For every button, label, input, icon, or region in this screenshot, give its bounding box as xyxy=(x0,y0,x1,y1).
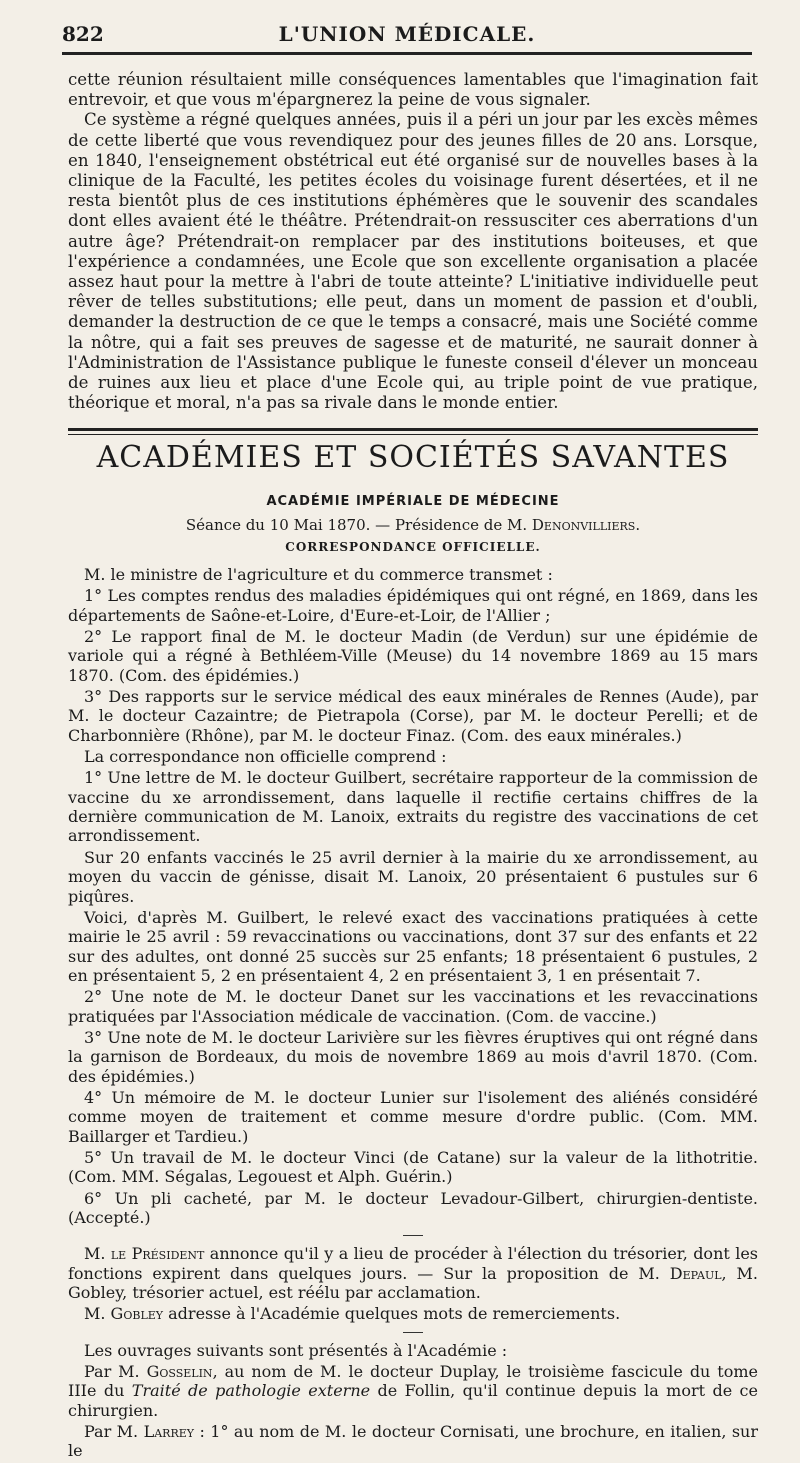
section-rule xyxy=(68,428,758,431)
official-paragraph: Voici, d'après M. Guilbert, le relevé exact des vaccinations pratiquées à cette mairie le 25 avril : 59 revaccinations ou vaccinations, dont 37 sur des enfants et 22 sur des adultes, ont donné 25 succès sur 25 enfants; 18 présentaient 6 pustules, 2 en présentaient 5, 2 en présentaient 4, 2 en présentaient 3, 1 en présentait 7. xyxy=(68,907,758,985)
session-text xyxy=(68,565,758,1463)
separator xyxy=(68,1326,758,1338)
president-label: M. le Président xyxy=(84,1244,205,1264)
official-paragraph: 1° Une lettre de M. le docteur Guilbert, secrétaire rapporteur de la commission de vaccine du xe arrondissement, dans laquelle il rectifie certains chiffres de la dernière communication de M. Lanoix, extraits du registre des vaccinations de cet arrondissement. xyxy=(68,768,758,846)
president-text-2: , M. Gobley, trésorier actuel, est réélu par acclamation. xyxy=(68,1263,759,1303)
official-paragraph: 4° Un mémoire de M. le docteur Lunier sur l'isolement des aliénés considéré comme moyen de traitement et comme mesure d'ordre public. (Com. MM. Baillarger et Tardieu.) xyxy=(68,1087,758,1146)
seance-date: Séance du 10 Mai 1870. — Présidence de M. xyxy=(185,516,532,534)
official-paragraph: 1° Les comptes rendus des maladies épidémiques qui ont régné, en 1869, dans les départements de Saône-et-Loire, d'Eure-et-Loir, de l'Allier ; xyxy=(68,586,758,625)
academy-title: ACADÉMIE IMPÉRIALE DE MÉDECINE xyxy=(266,494,560,509)
ouvrages-text: de Follin, qu'il continue depuis la mort de ce chirurgien. xyxy=(68,1381,758,1420)
ouvrages-intro: Les ouvrages suivants sont présentés à l'Académie : xyxy=(84,1340,508,1360)
official-paragraph: 2° Une note de M. le docteur Danet sur les vaccinations et les revaccinations pratiquées par l'Association médicale de vaccination. (Com. de vaccine.) xyxy=(68,987,758,1026)
section-title: ACADÉMIES ET SOCIÉTÉS SAVANTES xyxy=(96,440,730,475)
official-paragraph: 5° Un travail de M. le docteur Vinci (de Catane) sur la valeur de la lithotritie. (Com. MM. Ségalas, Legouest et Alph. Guérin.) xyxy=(68,1147,758,1187)
header-rule xyxy=(62,52,752,55)
page-header xyxy=(62,18,752,50)
running-head: L'UNION MÉDICALE. xyxy=(278,22,536,46)
gobley-text: adresse à l'Académie quelques mots de remerciements. xyxy=(163,1304,621,1324)
seance-line xyxy=(68,516,758,534)
official-paragraph: Sur 20 enfants vaccinés le 25 avril dernier à la mairie du xe arrondissement, au moyen du vaccin de génisse, disait M. Lanoix, 20 présentaient 6 pustules sur 6 piqûres. xyxy=(68,847,758,906)
larrey-name: Larrey xyxy=(143,1422,195,1442)
official-paragraph: M. le ministre de l'agriculture et du commerce transmet : xyxy=(84,565,553,584)
official-paragraph: 3° Une note de M. le docteur Larivière sur les fièvres éruptives qui ont régné dans la garnison de Bordeaux, du mois de novembre 1869 au mois d'avril 1870. (Com. des épidémies.) xyxy=(68,1027,758,1086)
intro-text xyxy=(68,70,758,413)
president-paragraph xyxy=(68,1244,758,1302)
intro-paragraph: Ce système a régné quelques années, puis il a péri un jour par les excès mêmes de cette liberté que vous revendiquez pour des jeunes filles de 20 ans. Lorsque, en 1840, l'enseignement obstétrical eut été organisé sur de nouvelles bases à la clinique de la Faculté, les petites écoles du voisinage furent désertées, et il ne resta bientôt plus de ces institutions éphémères que le souvenir des scandales dont elles avaient été le théâtre. Prétendrait-on ressusciter ces aberrations d'un autre âge? Prétendrait-on remplacer par des institutions boiteuses, et que l'expérience a condamnées, une Ecole que son excellente organisation a placée assez haut pour la mettre à l'abri de toute atteinte? L'initiative individuelle peut rêver de telles substitutions; elle peut, dans un moment de passion et d'oubli, demander la destruction de ce que le temps a consacré, mais une Société comme la nôtre, qui a fait ses preuves de sagesse et de maturité, ne saurait donner à l'Administration de l'Assistance publique le funeste conseil d'élever un monceau de ruines aux lieu et place d'une Ecole qui, au triple point de vue pratique, théorique et moral, n'a pas sa rivale dans le monde entier. xyxy=(68,110,758,413)
book-title: Traité de pathologie externe xyxy=(131,1381,371,1401)
ouvrages-paragraph xyxy=(68,1362,758,1420)
separator xyxy=(68,1229,758,1241)
seance-president: Denonvilliers. xyxy=(531,516,641,534)
ouvrages-paragraph xyxy=(68,1422,758,1461)
page-number: 822 xyxy=(62,22,104,46)
ouvrages-text: , au nom de M. le docteur Duplay, le troisième fascicule du tome IIIe du xyxy=(68,1362,758,1401)
correspondance-title: CORRESPONDANCE OFFICIELLE. xyxy=(285,540,541,554)
president-text: annonce qu'il y a lieu de procéder à l'élection du trésorier, dont les fonctions expirent dans quelques jours. — Sur la proposition de M. xyxy=(68,1244,758,1283)
official-paragraph: 6° Un pli cacheté, par M. le docteur Levadour-Gilbert, chirurgien-dentiste. (Accepté.) xyxy=(68,1188,758,1227)
ouvrages-text: Par M. xyxy=(84,1362,147,1382)
ouvrages-text: : 1° au nom de M. le docteur Cornisati, une brochure, en italien, sur le xyxy=(68,1422,759,1461)
ouvrages-text: Par M. xyxy=(84,1422,144,1442)
gobley-name: M. Gobley xyxy=(84,1304,164,1324)
official-paragraph: La correspondance non officielle comprend : xyxy=(84,747,447,767)
gobley-paragraph xyxy=(68,1304,758,1323)
gosselin-name: Gosselin xyxy=(146,1362,213,1382)
intro-paragraph: cette réunion résultaient mille conséquences lamentables que l'imagination fait entrevoir, et que vous m'épargnerez la peine de vous signaler. xyxy=(68,70,758,110)
official-paragraph: 2° Le rapport final de M. le docteur Madin (de Verdun) sur une épidémie de variole qui a régné à Bethléem-Ville (Meuse) du 14 novembre 1869 au 15 mars 1870. (Com. des épidémies.) xyxy=(68,627,758,685)
depaul-name: Depaul xyxy=(669,1263,722,1283)
official-paragraph: 3° Des rapports sur le service médical des eaux minérales de Rennes (Aude), par M. le docteur Cazaintre; de Pietrapola (Corse), par M. le docteur Perelli; et de Charbonnière (Rhône), par M. le docteur Finaz. (Com. des eaux minérales.) xyxy=(68,687,758,745)
